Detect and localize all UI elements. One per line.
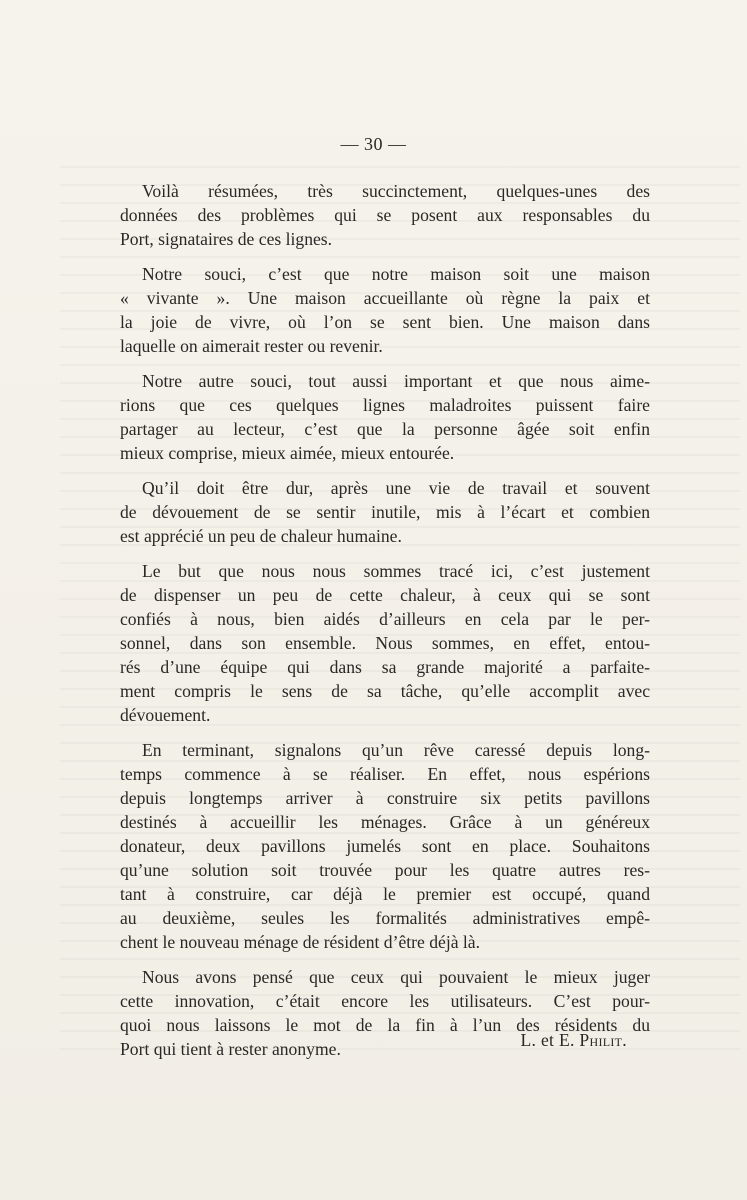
text-line: Voilà résumées, très succinctement, quelques-unes des bbox=[142, 181, 650, 201]
text-line: Port qui tient à rester anonyme. bbox=[120, 1039, 341, 1059]
text-line: En terminant, signalons qu’un rêve caressé depuis long- bbox=[142, 740, 650, 760]
text-line: la joie de vivre, où l’on se sent bien. Une maison dans bbox=[120, 312, 650, 332]
signature bbox=[521, 1030, 628, 1051]
text-line: temps commence à se réaliser. En effet, nous espérions bbox=[120, 764, 650, 784]
text-line: de dévouement de se sentir inutile, mis à l’écart et combien bbox=[120, 502, 650, 522]
text-line: Qu’il doit être dur, après une vie de travail et souvent bbox=[142, 478, 650, 498]
text-line: confiés à nous, bien aidés d’ailleurs en cela par le per- bbox=[120, 609, 650, 629]
text-line: Le but que nous nous sommes tracé ici, c’est justement bbox=[142, 561, 650, 581]
signature-surname: Philit. bbox=[579, 1030, 627, 1050]
text-line: sonnel, dans son ensemble. Nous sommes, en effet, entou- bbox=[120, 633, 650, 653]
text-line: de dispenser un peu de cette chaleur, à ceux qui se sont bbox=[120, 585, 650, 605]
body-text bbox=[120, 179, 650, 1072]
paragraph bbox=[120, 369, 650, 465]
text-line: donateur, deux pavillons jumelés sont en place. Souhaitons bbox=[120, 836, 650, 856]
paragraph bbox=[120, 476, 650, 548]
text-line: rions que ces quelques lignes maladroites puissent faire bbox=[120, 395, 650, 415]
paragraph bbox=[120, 738, 650, 954]
text-line: chent le nouveau ménage de résident d’être déjà là. bbox=[120, 932, 481, 952]
text-line: depuis longtemps arriver à construire six petits pavillons bbox=[120, 788, 650, 808]
page-number: — 30 — bbox=[340, 134, 407, 154]
text-line: au deuxième, seules les formalités administratives empê- bbox=[120, 908, 650, 928]
text-line: tant à construire, car déjà le premier est occupé, quand bbox=[120, 884, 650, 904]
signature-initials: L. et E. bbox=[520, 1030, 575, 1050]
text-line: qu’une solution soit trouvée pour les quatre autres res- bbox=[120, 860, 650, 880]
text-line: destinés à accueillir les ménages. Grâce à un généreux bbox=[120, 812, 650, 832]
text-line: rés d’une équipe qui dans sa grande majorité a parfaite- bbox=[120, 657, 650, 677]
text-line: « vivante ». Une maison accueillante où règne la paix et bbox=[120, 288, 650, 308]
text-line: est apprécié un peu de chaleur humaine. bbox=[120, 526, 402, 546]
text-line: mieux comprise, mieux aimée, mieux entourée. bbox=[120, 443, 455, 463]
text-line: données des problèmes qui se posent aux responsables du bbox=[120, 205, 650, 225]
paragraph bbox=[120, 262, 650, 358]
text-line: Port, signataires de ces lignes. bbox=[120, 229, 333, 249]
text-line: cette innovation, c’était encore les utilisateurs. C’est pour- bbox=[120, 991, 650, 1011]
text-line: laquelle on aimerait rester ou revenir. bbox=[120, 336, 383, 356]
text-line: quoi nous laissons le mot de la fin à l’un des résidents du bbox=[120, 1015, 650, 1035]
paragraph bbox=[120, 179, 650, 251]
paragraph bbox=[120, 559, 650, 727]
text-line: Nous avons pensé que ceux qui pouvaient le mieux juger bbox=[142, 967, 650, 987]
text-line: ment compris le sens de sa tâche, qu’elle accomplit avec bbox=[120, 681, 650, 701]
text-line: partager au lecteur, c’est que la personne âgée soit enfin bbox=[120, 419, 650, 439]
text-line: Notre autre souci, tout aussi important et que nous aime- bbox=[142, 371, 650, 391]
text-line: dévouement. bbox=[120, 705, 211, 725]
text-line: Notre souci, c’est que notre maison soit une maison bbox=[142, 264, 650, 284]
